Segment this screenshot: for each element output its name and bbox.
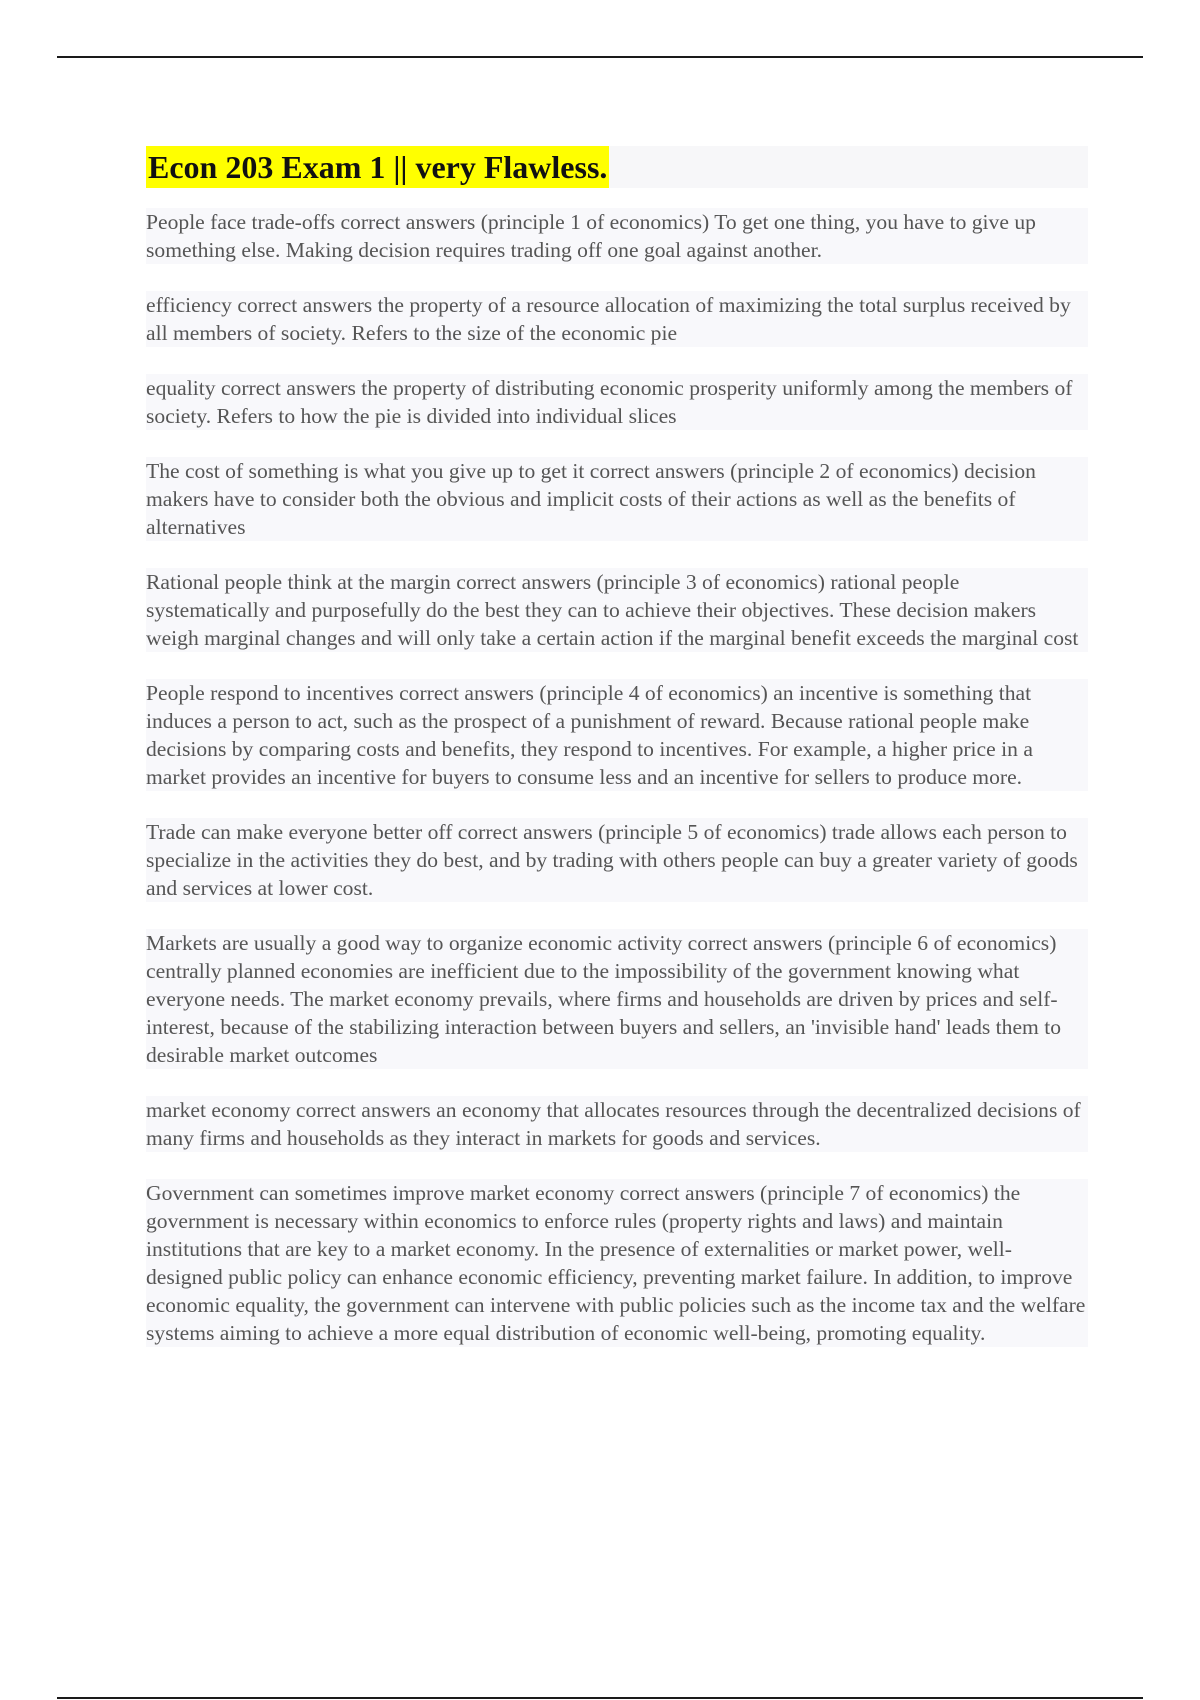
flashcard-entry: equality correct answers the property of distributing economic prosperity uniformly among the members of society. Refers to how the pie is divided into individual slices <box>146 374 1088 430</box>
flashcard-entry: market economy correct answers an economy that allocates resources through the decentralized decisions of many firms and households as they interact in markets for goods and services. <box>146 1096 1088 1152</box>
flashcard-entry: Government can sometimes improve market economy correct answers (principle 7 of economics) the government is necessary within economics to enforce rules (property rights and laws) and maintain institutions that are key to a market economy. In the presence of externalities or market power, well-designed public policy can enhance economic efficiency, preventing market failure. In addition, to improve economic equality, the government can intervene with public policies such as the income tax and the welfare systems aiming to achieve a more equal distribution of economic well-being, promoting equality. <box>146 1179 1088 1347</box>
flashcard-entry: Trade can make everyone better off correct answers (principle 5 of economics) trade allows each person to specialize in the activities they do best, and by trading with others people can buy a greater variety of goods and services at lower cost. <box>146 818 1088 902</box>
document-body <box>146 146 1088 1374</box>
flashcard-entry: People respond to incentives correct answers (principle 4 of economics) an incentive is something that induces a person to act, such as the prospect of a punishment of reward. Because rational people make decisions by comparing costs and benefits, they respond to incentives. For example, a higher price in a market provides an incentive for buyers to consume less and an incentive for sellers to produce more. <box>146 679 1088 791</box>
flashcard-entry: Markets are usually a good way to organize economic activity correct answers (principle 6 of economics) centrally planned economies are inefficient due to the impossibility of the government knowing what everyone needs. The market economy prevails, where firms and households are driven by prices and self-interest, because of the stabilizing interaction between buyers and sellers, an 'invisible hand' leads them to desirable market outcomes <box>146 929 1088 1069</box>
flashcard-entry: Rational people think at the margin correct answers (principle 3 of economics) rational people systematically and purposefully do the best they can to achieve their objectives. These decision makers weigh marginal changes and will only take a certain action if the marginal benefit exceeds the marginal cost <box>146 568 1088 652</box>
flashcard-entry: efficiency correct answers the property of a resource allocation of maximizing the total surplus received by all members of society. Refers to the size of the economic pie <box>146 291 1088 347</box>
title-bar <box>146 146 1088 188</box>
document-title: Econ 203 Exam 1 || very Flawless. <box>146 146 609 188</box>
top-rule <box>57 56 1143 58</box>
flashcard-entry: People face trade-offs correct answers (principle 1 of economics) To get one thing, you have to give up something else. Making decision requires trading off one goal against another. <box>146 208 1088 264</box>
bottom-rule <box>57 1697 1143 1699</box>
flashcard-entry: The cost of something is what you give up to get it correct answers (principle 2 of economics) decision makers have to consider both the obvious and implicit costs of their actions as well as the benefits of alternatives <box>146 457 1088 541</box>
